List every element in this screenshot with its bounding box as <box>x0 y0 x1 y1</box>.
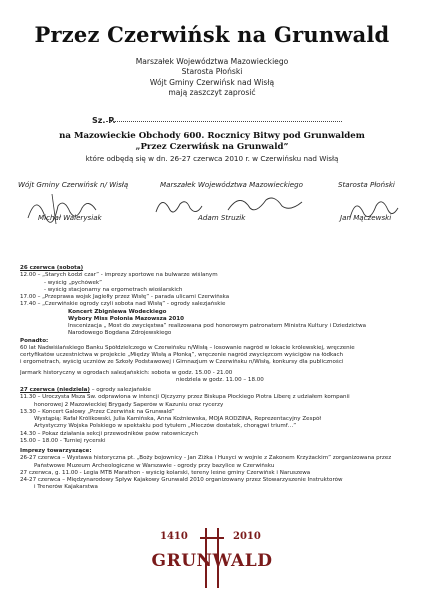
signature-role-mayor: Wójt Gminy Czerwińsk n/ Wisłą <box>18 180 129 189</box>
day1-item: Wybory Miss Polonia Mazowsza 2010 <box>68 315 184 322</box>
accompanying-header: Imprezy towarzyszące: <box>20 448 92 454</box>
day1-item: 12.00 – „Starych Łodzi czar” - imprezy sportowe na bulwarze wiślanym <box>20 272 218 279</box>
signatures-row <box>0 180 424 240</box>
inviter-mayor: Wójt Gminy Czerwińsk nad Wisłą <box>149 77 275 87</box>
market-line: Jarmark historyczny w ogrodach salezjańskich: sobota w godz. 15.00 - 21.00 <box>20 369 233 376</box>
accompanying-item: Państwowe Muzeum Archeologiczne w Warszawie - ogrody przy bazylice w Czerwińsku <box>34 462 275 469</box>
day2-venue: – ogrody salezjańskie <box>89 387 151 393</box>
program <box>20 265 412 492</box>
market-line: niedziela w godz. 11.00 – 18.00 <box>176 376 264 383</box>
day2-item: Artystyczny Wojska Polskiego w spektaklu pod tytułem „Mieczów dostatek, chorągwi triumf…” <box>34 423 297 430</box>
logo-year-right: 2010 <box>233 531 261 542</box>
event-block <box>0 131 424 164</box>
day1-header: 26 czerwca (sobota) <box>20 265 84 271</box>
day1-item: 17.40 – „Czerwińskie ogrody czyli sobota nad Wisłą” - ogrody salezjańskie <box>20 301 226 308</box>
signature-role-marshal: Marszałek Województwa Mazowieckiego <box>160 180 304 189</box>
accompanying-item: 24-27 czerwca – Międzynarodowy Spływ Kajakowy Grunwald 2010 organizowany przez Stowarzyszenie Instruktorów <box>20 477 343 483</box>
day1-item: Inscenizacja „ Most do zwycięstwa” realizowana pod honorowym patronatem Ministra Kultury i Dziedzictwa <box>68 323 367 329</box>
signature-role-starost: Starosta Płoński <box>338 180 395 189</box>
accompanying-list <box>20 455 412 491</box>
ponadto-header: Ponadto: <box>20 337 49 344</box>
event-date: które odbędą się w dn. 26-27 czerwca 2010 r. w Czerwińsku nad Wisłą <box>85 154 339 163</box>
event-name: na Mazowieckie Obchody 600. Rocznicy Bitwy pod Grunwaldem <box>59 131 365 141</box>
day2-item: 15.00 – 18.00 - Turniej rycerski <box>20 437 106 444</box>
invite-phrase: mają zaszczyt zaprosić <box>168 88 256 98</box>
accompanying-item: 26-27 czerwca – Wystawa historyczna pt. „Boży bojownicy - Jan Żiżka i Husyci w wojnie z Zakonem Krzyżackim” zorganizowana przez <box>20 455 392 462</box>
day1-item: - wyścig stacjonarny na ergometrach wioślarskich <box>44 286 183 293</box>
day2-item: 11.30 – Uroczysta Msza Św. odprawiona w intencji Ojczyzny przez Biskupa Płockiego Piotra Liberę z udziałem kompanii <box>20 394 350 401</box>
inviter-starost: Starosta Płoński <box>181 67 243 77</box>
mayor-signature-scribble <box>22 188 102 228</box>
salutation: Sz. P. <box>92 116 116 125</box>
day1-item: Koncert Zbigniewa Wodeckiego <box>68 308 167 315</box>
ponadto-line: 60 lat Nadwiślańskiego Banku Spółdzielczego w Czerwińsku n/Wisłą – losowanie nagród w lokacie królewskiej, wręczenie <box>20 344 355 351</box>
signature-name-starost: Jan Mączewski <box>340 213 392 222</box>
accompanying-item: i Trenerów Kajakarstwa <box>34 484 98 491</box>
day2-item: Wystąpią: Rafał Królikowski, Julia Kamińska, Anna Koźniewska, MOJA RODZINA, Reprezentacyjny Zespół <box>34 416 321 422</box>
logo-wordmark: GRUNWALD <box>151 551 273 571</box>
day2-header: 27 czerwca (niedziela) <box>20 387 90 393</box>
ponadto-line: i ergometrach, wyścig uczniów ze Szkoły Podstawowej i Gimnazjum w Czerwińsku n/Wisłą, konkursy dla publiczności <box>20 359 344 366</box>
day1-item: 17.00 – „Przeprawa wojsk Jagiełły przez Wisłę” - parada ulicami Czerwińska <box>20 294 230 300</box>
ponadto-line: certyfikatów uczestnictwa w projekcie „Między Wisłą a Płonką”, wręczenie nagród zwycięzcom wyścigów na łódkach <box>20 352 344 358</box>
invitation-block <box>0 57 424 99</box>
day1-item: - wyścig „pychówek” <box>44 279 103 286</box>
day2-item: 14.30 – Pokaz działania sekcji przewodników psów ratowniczych <box>20 430 198 437</box>
day1-item: Narodowego Bogdana Zdrojewskiego <box>68 330 172 337</box>
signature-name-mayor: Michał Walerysiak <box>38 213 102 222</box>
page-title: Przez Czerwińsk na Grunwald <box>34 22 390 47</box>
event-motto: „Przez Czerwińsk na Grunwald” <box>135 142 289 152</box>
addressee-line <box>106 121 342 122</box>
day2-item: honorowej 2 Mazowieckiej Brygady Saperów w Kazuniu oraz rycerzy <box>34 401 224 408</box>
day1-list <box>20 272 412 337</box>
inviter-marshal: Marszałek Województwa Mazowieckiego <box>135 57 289 66</box>
day2-item: 13.30 – Koncert Galowy „Przez Czerwińsk na Grunwald” <box>20 408 175 415</box>
accompanying-item: 27 czerwca, g. 11.00 - Legia MTB Marathon - wyścig kolarski, tereny leśne gminy Czerwińsk i Naruszewa <box>20 469 311 476</box>
logo-year-left: 1410 <box>160 531 188 542</box>
day2-list <box>20 394 412 445</box>
signature-name-marshal: Adam Struzik <box>198 213 246 222</box>
